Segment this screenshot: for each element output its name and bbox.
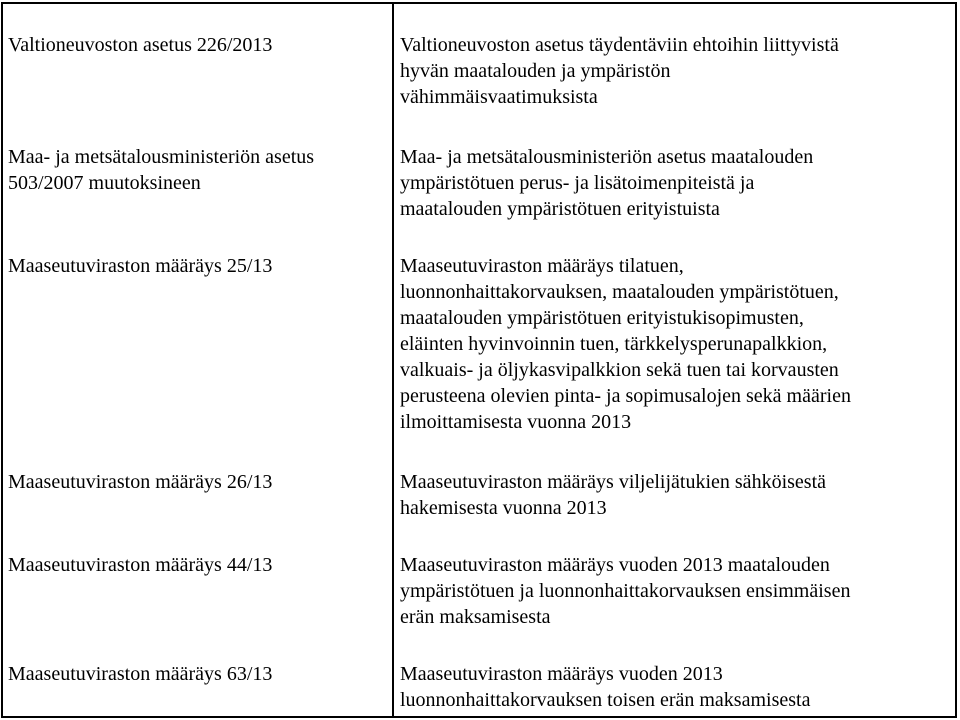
description-line: Maaseutuviraston määräys vuoden 2013 <box>400 663 723 685</box>
description-line: Maaseutuviraston määräys tilatuen, <box>400 255 684 277</box>
description-line: luonnonhaittakorvauksen, maatalouden ympäristötuen, <box>400 281 839 303</box>
regulation-id <box>8 253 272 279</box>
description-line: hyvän maatalouden ja ympäristön <box>400 60 671 82</box>
description-line: maatalouden ympäristötuen erityistuista <box>400 198 720 220</box>
regulation-id <box>8 661 272 687</box>
description-line: perusteena olevien pinta- ja sopimusalojen sekä määrien <box>400 385 851 407</box>
regulation-id <box>8 144 314 196</box>
description-line: hakemisesta vuonna 2013 <box>400 497 607 519</box>
regulation-id-line: Valtioneuvoston asetus 226/2013 <box>8 34 273 56</box>
description-line: valkuais- ja öljykasvipalkkion sekä tuen tai korvausten <box>400 359 839 381</box>
description-line: Valtioneuvoston asetus täydentäviin ehtoihin liittyvistä <box>400 34 839 56</box>
regulation-description <box>400 144 813 222</box>
regulation-id <box>8 469 272 495</box>
regulation-description <box>400 661 810 713</box>
description-line: vähimmäisvaatimuksista <box>400 86 598 108</box>
description-line: maatalouden ympäristötuen erityistukisopimusten, <box>400 307 804 329</box>
regulation-description <box>400 469 826 521</box>
regulation-id-line: Maaseutuviraston määräys 26/13 <box>8 471 273 493</box>
column-divider <box>392 4 394 716</box>
description-line: eläinten hyvinvoinnin tuen, tärkkelysperunapalkkion, <box>400 333 828 355</box>
description-line: Maaseutuviraston määräys viljelijätukien sähköisestä <box>400 471 826 493</box>
regulation-id-line: Maa- ja metsätalousministeriön asetus <box>8 146 315 168</box>
regulation-id <box>8 32 272 58</box>
regulation-id-line: Maaseutuviraston määräys 63/13 <box>8 663 273 685</box>
regulation-id-line: Maaseutuviraston määräys 25/13 <box>8 255 273 277</box>
regulation-id-line: Maaseutuviraston määräys 44/13 <box>8 554 273 576</box>
regulation-description <box>400 32 839 110</box>
description-line: ympäristötuen perus- ja lisätoimenpiteistä ja <box>400 172 755 194</box>
description-line: ilmoittamisesta vuonna 2013 <box>400 411 632 433</box>
regulation-description <box>400 253 851 435</box>
description-line: erän maksamisesta <box>400 606 551 628</box>
description-line: ympäristötuen ja luonnonhaittakorvauksen ensimmäisen <box>400 580 851 602</box>
description-line: Maaseutuviraston määräys vuoden 2013 maatalouden <box>400 554 830 576</box>
description-line: luonnonhaittakorvauksen toisen erän maksamisesta <box>400 689 811 711</box>
regulation-id <box>8 552 272 578</box>
regulation-id-line: 503/2007 muutoksineen <box>8 172 201 194</box>
description-line: Maa- ja metsätalousministeriön asetus maatalouden <box>400 146 814 168</box>
regulation-description <box>400 552 850 630</box>
